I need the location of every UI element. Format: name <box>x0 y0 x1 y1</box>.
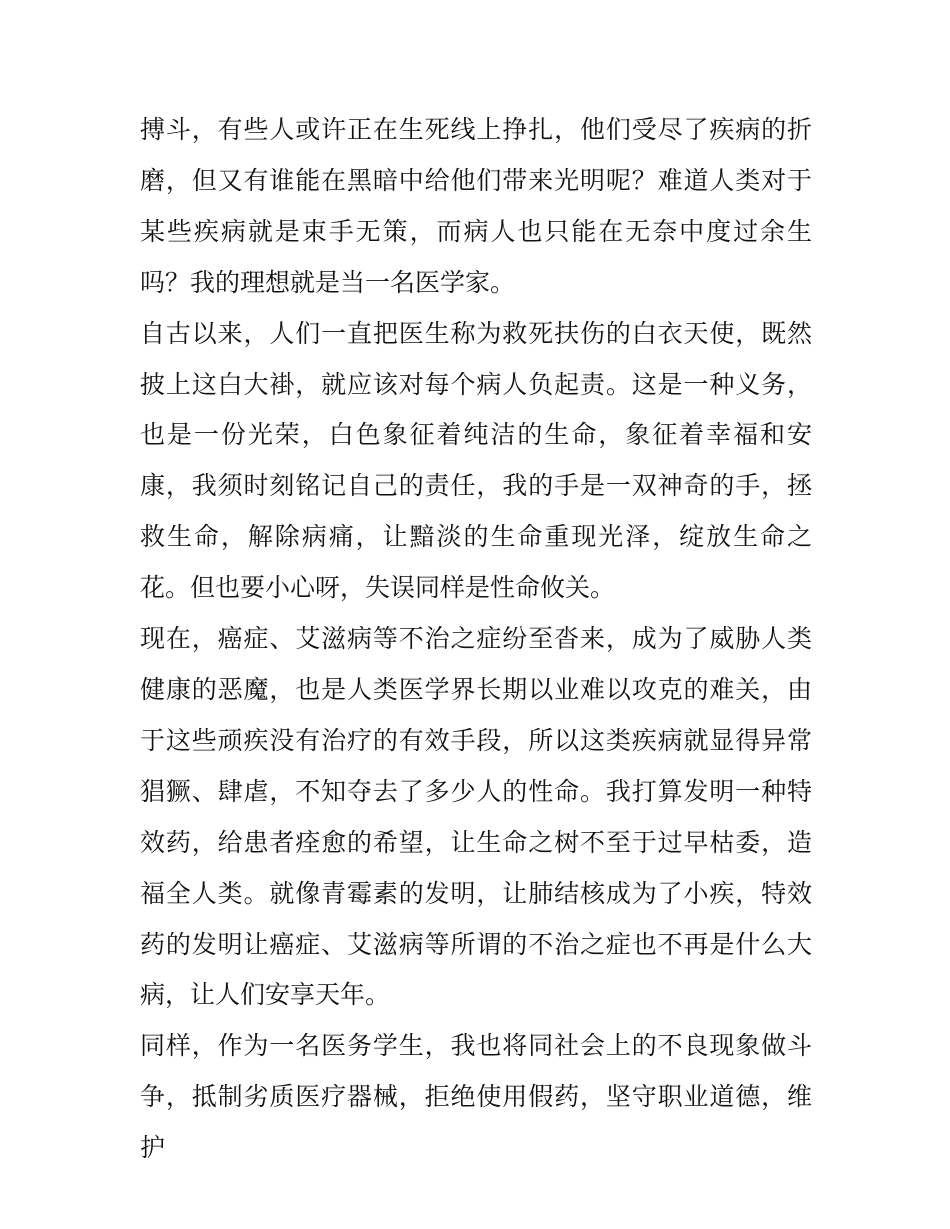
paragraph-2: 自古以来，人们一直把医生称为救死扶伤的白衣天使，既然披上这白大褂，就应该对每个病人负起责。这是一种义务，也是一份光荣，白色象征着纯洁的生命，象征着幸福和安康，我须时刻铭记自己的责任，我的手是一双神奇的手，拯救生命，解除病痛，让黯淡的生命重现光泽，绽放生命之花。但也要小心呀，失误同样是性命攸关。 <box>140 318 812 603</box>
paragraph-1: 搏斗，有些人或许正在生死线上挣扎，他们受尽了疾病的折磨，但又有谁能在黑暗中给他们带来光明呢？难道人类对于某些疾病就是束手无策，而病人也只能在无奈中度过余生吗？我的理想就是当一名医学家。 <box>140 115 812 297</box>
paragraph-3: 现在，癌症、艾滋病等不治之症纷至沓来，成为了威胁人类健康的恶魔，也是人类医学界长期以业难以攻克的难关，由于这些顽疾没有治疗的有效手段，所以这类疾病就显得异常猖獗、肆虐，不知夺去了多少人的性命。我打算发明一种特效药，给患者痊愈的希望，让生命之树不至于过早枯委，造福全人类。就像青霉素的发明，让肺结核成为了小疾，特效药的发明让癌症、艾滋病等所谓的不治之症也不再是什么大病，让人们安享天年。 <box>140 624 812 1010</box>
paragraph-4: 同样，作为一名医务学生，我也将同社会上的不良现象做斗争，抵制劣质医疗器械，拒绝使用假药，坚守职业道德，维护 <box>140 1031 812 1163</box>
body-text <box>140 105 812 1174</box>
